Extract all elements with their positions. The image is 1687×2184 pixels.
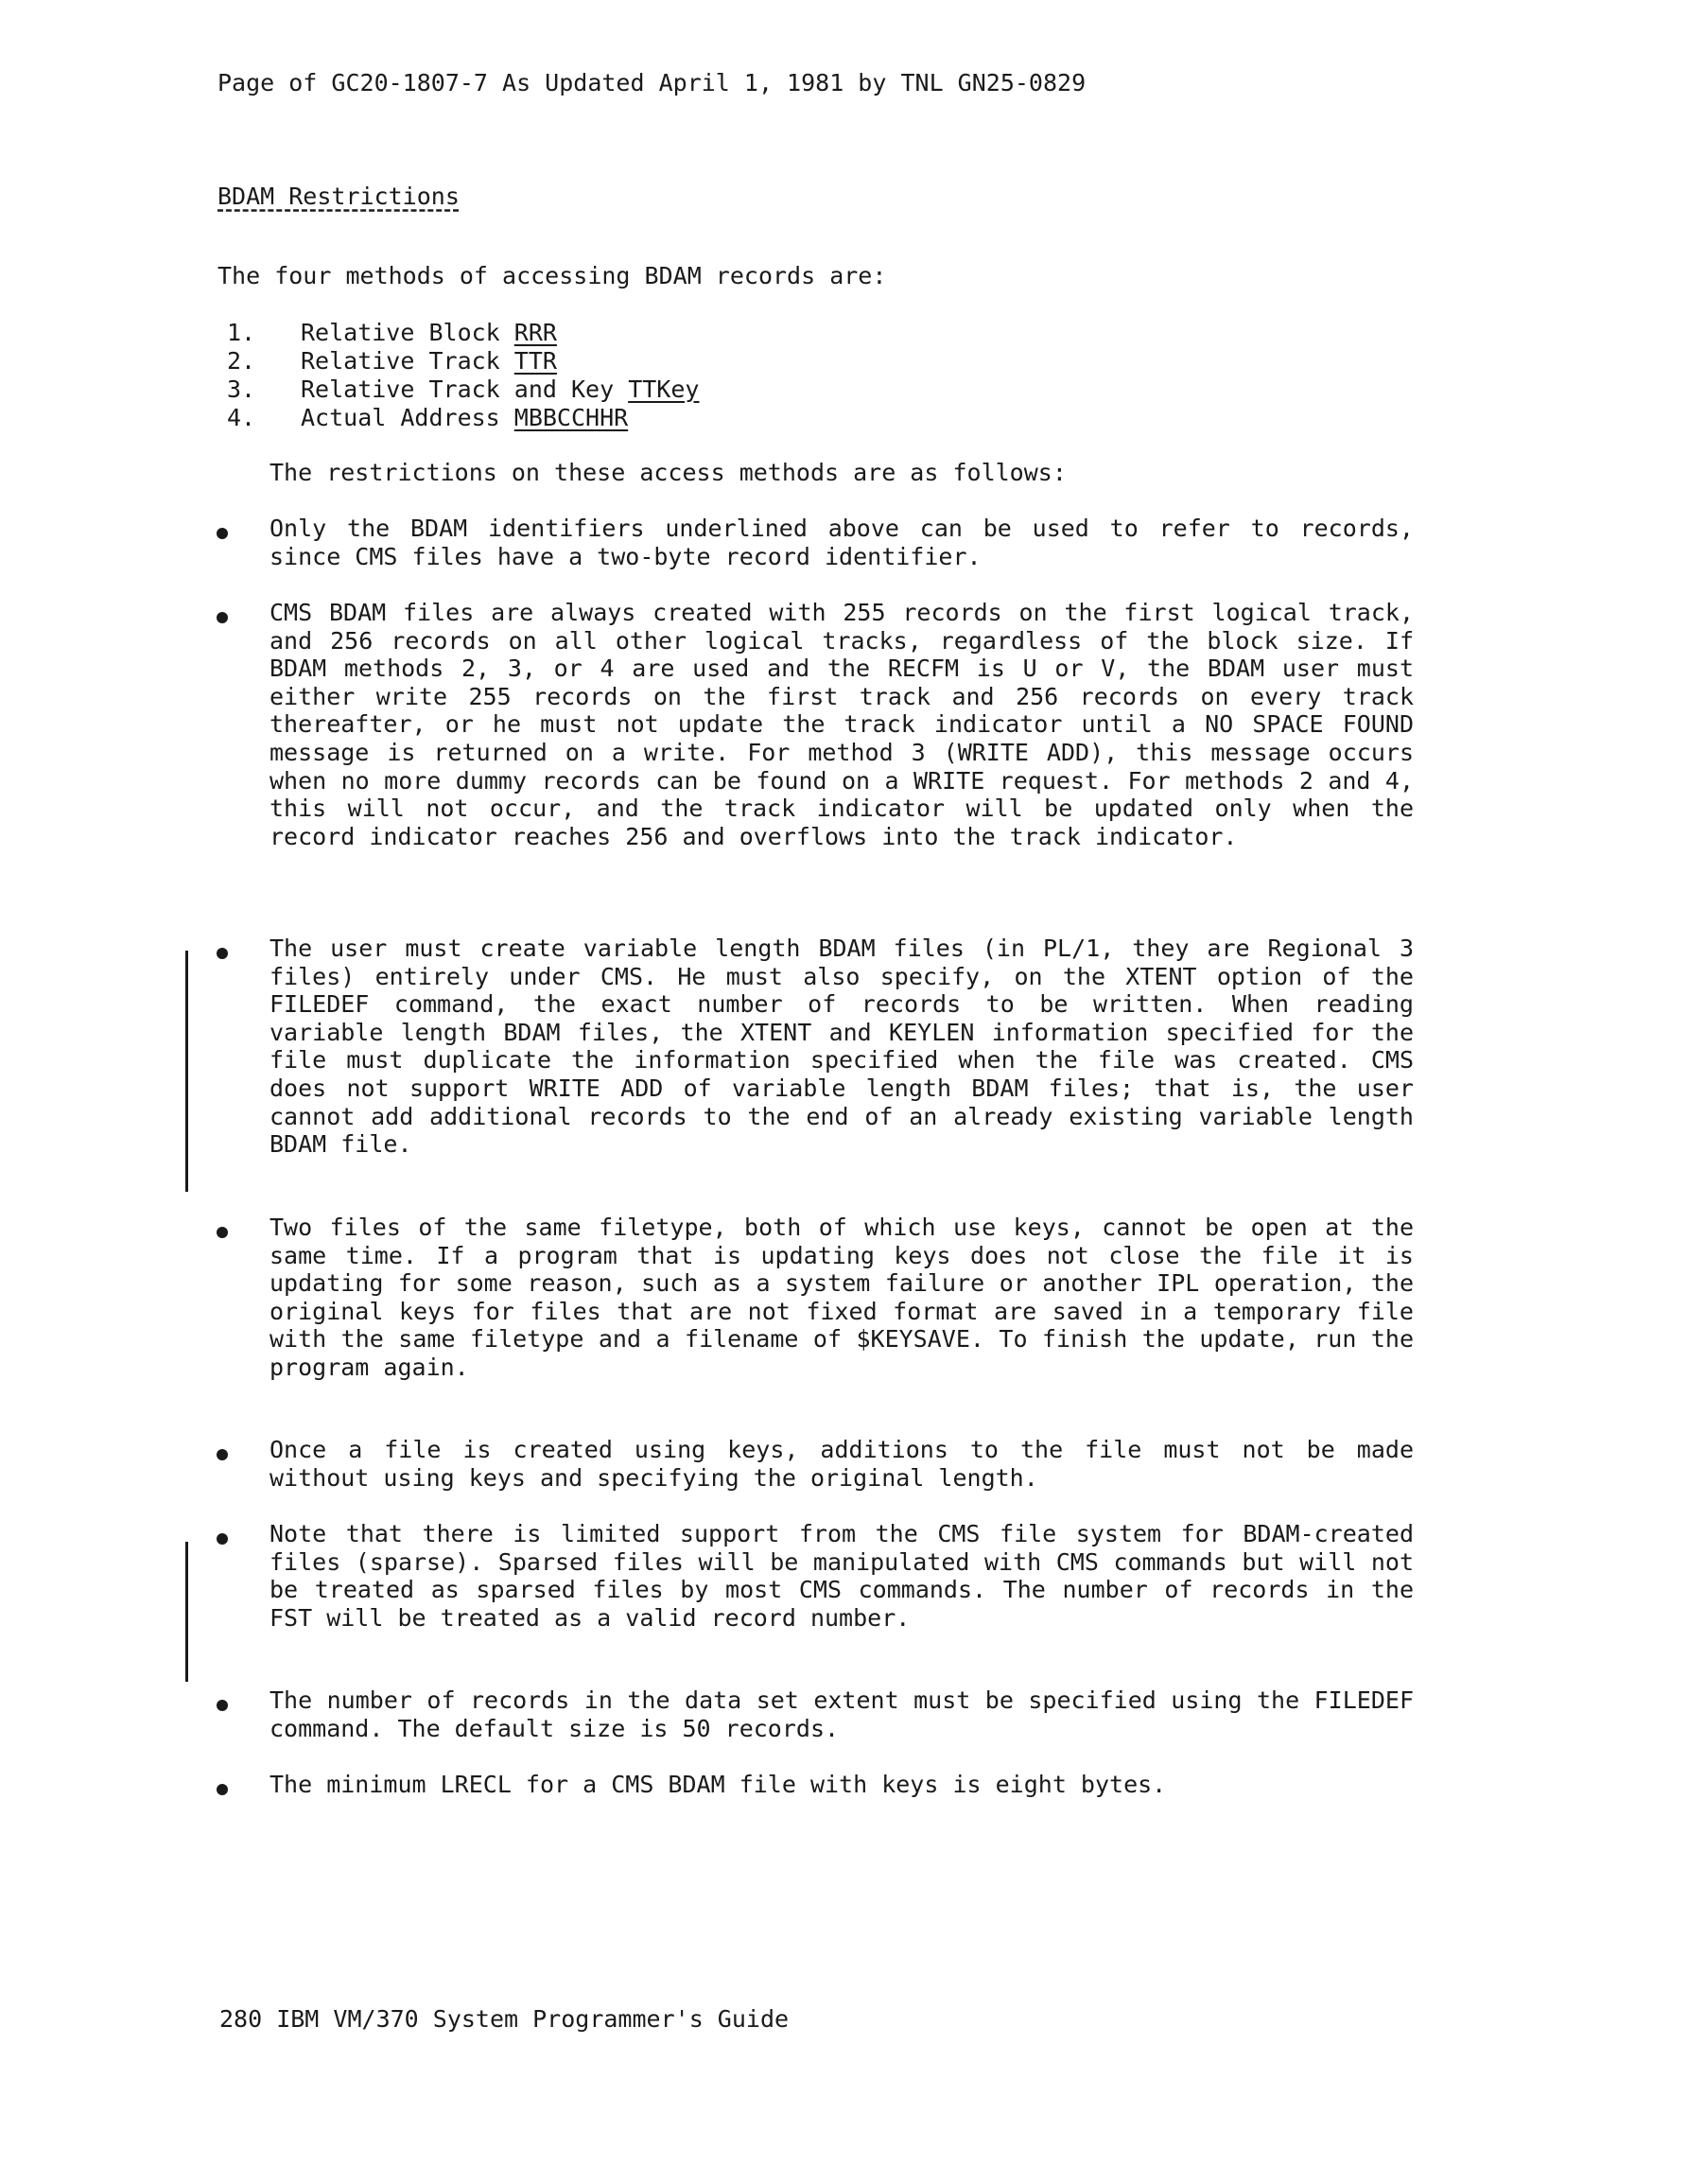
bullet-marker [217,1700,228,1711]
restrictions-intro: The restrictions on these access methods are as follows: [270,459,1067,486]
page-footer: 280 IBM VM/370 System Programmer's Guide [219,2005,790,2033]
method-item: 4. Actual Address MBBCCHHR [227,404,629,431]
bullet-marker [217,1227,228,1238]
bullet-marker [217,1533,228,1545]
method-item: 3. Relative Track and Key TTKey [227,376,700,403]
bullet-text: Note that there is limited support from the CMS file system for BDAM-created files (sparse). Sparsed files will be manipulated with CMS commands but will not be treated as sparsed files by most CMS commands. The number of records in the FST will be treated as a valid record number. [270,1520,1414,1632]
bullet-text: The minimum LRECL for a CMS BDAM file with keys is eight bytes. [270,1771,1167,1798]
section-title: BDAM Restrictions [217,183,460,210]
bullet-text: The number of records in the data set extent must be specified using the FILEDEF command. The default size is 50 records. [270,1686,1414,1742]
bullet-marker [217,1449,228,1460]
method-item: 2. Relative Track TTR [227,347,557,375]
bullet-marker [217,948,228,959]
bullet-marker [217,612,228,623]
bullet-text: Only the BDAM identifiers underlined above can be used to refer to records, since CMS files have a two-byte record identifier. [270,515,1414,570]
revision-bar [185,1542,188,1682]
method-item: 1. Relative Block RRR [227,319,557,346]
bullet-marker [217,528,228,539]
bullet-marker [217,1784,228,1795]
page-header: Page of GC20-1807-7 As Updated April 1, 1981 by TNL GN25-0829 [217,69,1087,96]
methods-intro: The four methods of accessing BDAM records are: [217,262,887,289]
revision-bar [185,951,188,1192]
bullet-text: The user must create variable length BDAM files (in PL/1, they are Regional 3 files) entirely under CMS. He must also specify, on the XTENT option of the FILEDEF command, the exact number of records to be written. When reading variable length BDAM files, the XTENT and KEYLEN information specified for the file must duplicate the information specified when the file was created. CMS does not support WRITE ADD of variable length BDAM files; that is, the user cannot add additional records to the end of an already existing variable length BDAM file. [270,935,1414,1159]
bullet-text: Two files of the same filetype, both of which use keys, cannot be open at the same time. If a program that is updating keys does not close the file it is updating for some reason, such as a system failure or another IPL operation, the original keys for files that are not fixed format are saved in a temporary file with the same filetype and a filename of $KEYSAVE. To finish the update, run the program again. [270,1214,1414,1381]
bullet-text: Once a file is created using keys, additions to the file must not be made without using keys and specifying the original length. [270,1436,1414,1492]
bullet-text: CMS BDAM files are always created with 255 records on the first logical track, and 256 records on all other logical tracks, regardless of the block size. If BDAM methods 2, 3, or 4 are used and the RECFM is U or V, the BDAM user must either write 255 records on the first track and 256 records on every track thereafter, or he must not update the track indicator until a NO SPACE FOUND message is returned on a write. For method 3 (WRITE ADD), this message occurs when no more dummy records can be found on a WRITE request. For methods 2 and 4, this will not occur, and the track indicator will be updated only when the record indicator reaches 256 and overflows into the track indicator. [270,599,1414,850]
